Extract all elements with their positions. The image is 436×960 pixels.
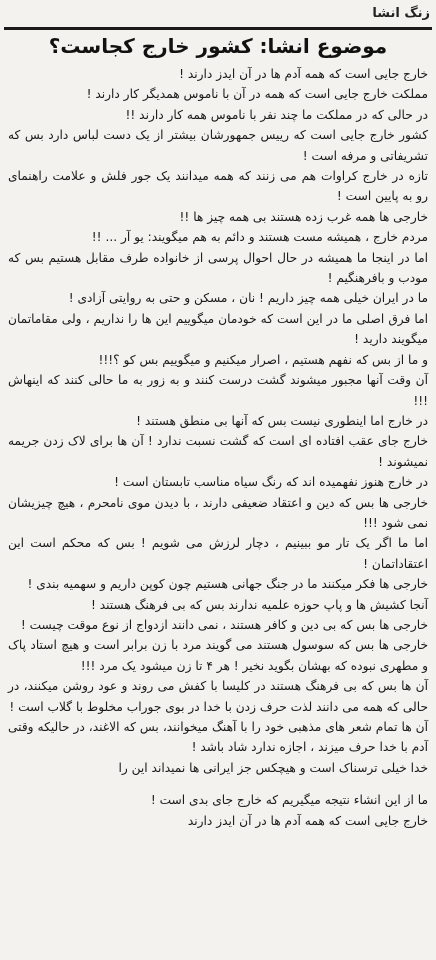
paragraph: خارج جای عقب افتاده ای است که گشت نسبت ندارد ! آن ها برای لاک زدن جریمه نمیشوند ! — [8, 434, 428, 469]
paragraph: خارجی ها بس که بی دین و کافر هستند ، نمی دانند ازدواج از نوع موقت چیست ! — [20, 617, 428, 632]
paragraph: و ما از بس که نفهم هستیم ، اصرار میکنیم و میگوییم بس کو ؟!!! — [98, 352, 428, 367]
paragraph: در خارج هنوز نفهمیده اند که رنگ سیاه مناسب تابستان است ! — [114, 475, 428, 490]
paragraph: خارجی ها بس که دین و اعتقاد ضعیفی دارند ، با دیدن موی نامحرم ، هیچ چیزیشان نمی شود !!! — [8, 495, 428, 530]
column-name: زنگ انشا — [372, 6, 430, 21]
paragraph: کشور خارج جایی است که رییس جمهورشان بیشتر از یک دست لباس دارد بس که تشریفاتی و مرفه است ! — [8, 128, 428, 163]
paragraph: آن ها تمام شعر های مذهبی خود را با آهنگ میخوانند، بس که الاغند، در حالیکه وقتی آدم با خدا حرف میزند ، اجازه ندارد شاد باشد ! — [8, 720, 428, 755]
article-body — [8, 64, 428, 956]
article-title: موضوع انشا: کشور خارج کجاست؟ — [48, 34, 388, 58]
conclusion-line: ما از این انشاء نتیجه میگیریم که خارج جای بدی است ! — [150, 793, 428, 808]
paragraph: تازه در خارج کراوات هم می زنند که همه میدانند یک جور فلش و علامت راهنمای رو به پایین است ! — [8, 169, 428, 204]
paragraph: اما فرق اصلی ما در این است که خودمان میگوییم این ها را نداریم ، ولی مقاماتمان میگویند دارید ! — [8, 311, 428, 347]
paragraph: آن وقت آنها مجبور میشوند گشت درست کنند و به زور به ما حالی کنند که اینهاش !!! — [8, 373, 428, 408]
column-header — [0, 0, 436, 30]
conclusion-line: خارج جایی است که همه آدم ها در آن ایدز دارند — [187, 813, 428, 828]
paragraph: مردم خارج ، همیشه مست هستند و دائم به هم میگویند: یو آر ... !! — [91, 230, 428, 245]
paragraph: در خارج اما اینطوری نیست بس که آنها بی منطق هستند ! — [136, 413, 428, 428]
paragraph: خارجی ها بس که سوسول هستند می گویند مرد با زن برابر است و هیچ استاد پاک و مطهری نبوده که بهشان بگوید نخیر ! هر ۴ تا زن میشود یک مرد !!! — [8, 638, 428, 673]
paragraph: خدا خیلی ترسناک است و هیچکس جز ایرانی ها نمیداند این را — [118, 760, 428, 775]
header-rule — [4, 27, 432, 30]
paragraph: آن ها بس که بی فرهنگ هستند در کلیسا با کفش می روند و عود روشن میکنند، در حالی که همه می دانند لذت حرف زدن با خدا در بوی جوراب مخلوط با گلاب است ! — [8, 679, 428, 714]
section-gap — [8, 778, 428, 790]
paragraph: اما ما اگر یک تار مو ببینیم ، دچار لرزش می شویم ! بس که محکم است این اعتقاداتمان ! — [8, 536, 428, 571]
paragraph: ما در ایران خیلی همه چیز داریم ! نان ، مسکن و حتی به روایتی آزادی ! — [68, 291, 428, 306]
paragraph: اما در اینجا ما همیشه در حال احوال پرسی از خانواده طرف مقابل هستیم بس که مودب و بافرهنگیم ! — [8, 250, 428, 286]
paragraph: مملکت خارج جایی است که همه در آن با ناموس همدیگر کار دارند ! — [86, 87, 428, 102]
paragraph: خارجی ها همه غرب زده هستند بی همه چیز ها !! — [179, 209, 428, 224]
paragraph: در حالی که در مملکت ما چند نفر با ناموس همه کار دارند !! — [125, 107, 428, 122]
paragraph: آنجا کشیش ها و پاپ حوزه علمیه ندارند بس که بی فرهنگ هستند ! — [90, 597, 428, 612]
paragraph: خارج جایی است که همه آدم ها در آن ایدز دارند ! — [179, 67, 428, 81]
paragraph: خارجی ها فکر میکنند ما در جنگ جهانی هستیم چون کوپن داریم و سهمیه بندی ! — [27, 577, 428, 592]
